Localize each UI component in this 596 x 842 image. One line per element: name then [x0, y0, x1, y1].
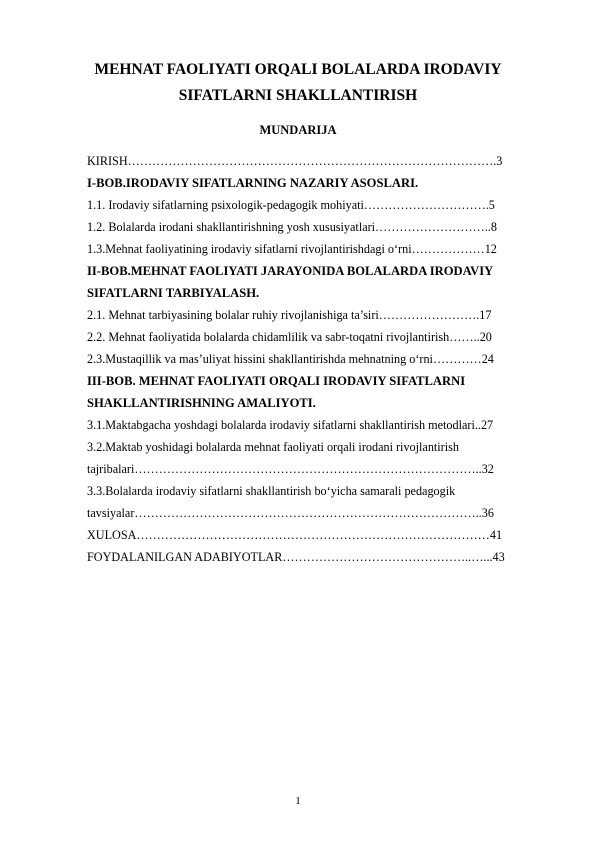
toc-entry-1-1: 1.1. Irodaviy sifatlarning psixologik-pedagogik mohiyati………………………….5 [87, 198, 495, 212]
toc-entry-xulosa: XULOSA……………………………………………………………………………41 [87, 528, 503, 542]
toc-entry-3-1: 3.1.Maktabgacha yoshdagi bolalarda irodaviy sifatlarni shakllantirish metodlari..27 [87, 418, 494, 432]
toc-entry-1-2: 1.2. Bolalarda irodani shakllantirishning yosh xususiyatlari………………………..8 [87, 220, 497, 234]
toc-chapter-1-heading: I-BOB.IRODAVIY SIFATLARNING NAZARIY ASOSLARI. [87, 176, 419, 190]
toc-chapter-2-heading-line-1: II-BOB.MEHNAT FAOLIYATI JARAYONIDA BOLALARDA IRODAVIY [87, 264, 494, 278]
toc-chapter-3-heading-line-2: SHAKLLANTIRISHNING AMALIYOTI. [87, 396, 316, 410]
toc-entry-3-2-line-1: 3.2.Maktab yoshidagi bolalarda mehnat faoliyati orqali irodani rivojlantirish [87, 440, 459, 454]
toc-chapter-3-heading-line-1: III-BOB. MEHNAT FAOLIYATI ORQALI IRODAVIY SIFATLARNI [87, 374, 466, 388]
toc-entry-2-2: 2.2. Mehnat faoliyatida bolalarda chidamlilik va sabr-toqatni rivojlantirish……..20 [87, 330, 492, 344]
toc-chapter-2-heading-line-2: SIFATLARNI TARBIYALASH. [87, 286, 260, 300]
toc-entry-3-3-line-1: 3.3.Bolalarda irodaviy sifatlarni shakllantirish bo‘yicha samarali pedagogik [87, 484, 456, 498]
document-title-line-2: SIFATLARNI SHAKLLANTIRISH [178, 87, 418, 104]
toc-entry-2-1: 2.1. Mehnat tarbiyasining bolalar ruhiy rivojlanishiga ta’siri…………………….17 [87, 308, 492, 322]
toc-entry-bibliography: FOYDALANILGAN ADABIYOTLAR………………………………………..…...43 [87, 550, 505, 564]
document-title-line-1: MEHNAT FAOLIYATI ORQALI BOLALARDA IRODAVIY [94, 61, 502, 78]
toc-entry-2-3: 2.3.Mustaqillik va mas’uliyat hissini shakllantirishda mehnatning o‘rni…………24 [87, 352, 494, 366]
table-of-contents [87, 150, 557, 568]
toc-entry-3-3-line-2: tavsiyalar…………………………………………………………………………..36 [87, 506, 494, 520]
page-number: 1 [295, 795, 301, 807]
toc-entry-1-3: 1.3.Mehnat faoliyatining irodaviy sifatlarni rivojlantirishdagi o‘rni………………12 [87, 242, 497, 256]
contents-heading: MUNDARIJA [259, 123, 337, 137]
toc-entry-kirish: KIRISH……………………………………………………………………………….3 [87, 154, 503, 168]
toc-entry-3-2-line-2: tajribalari…………………………………………………………………………..32 [87, 462, 494, 476]
